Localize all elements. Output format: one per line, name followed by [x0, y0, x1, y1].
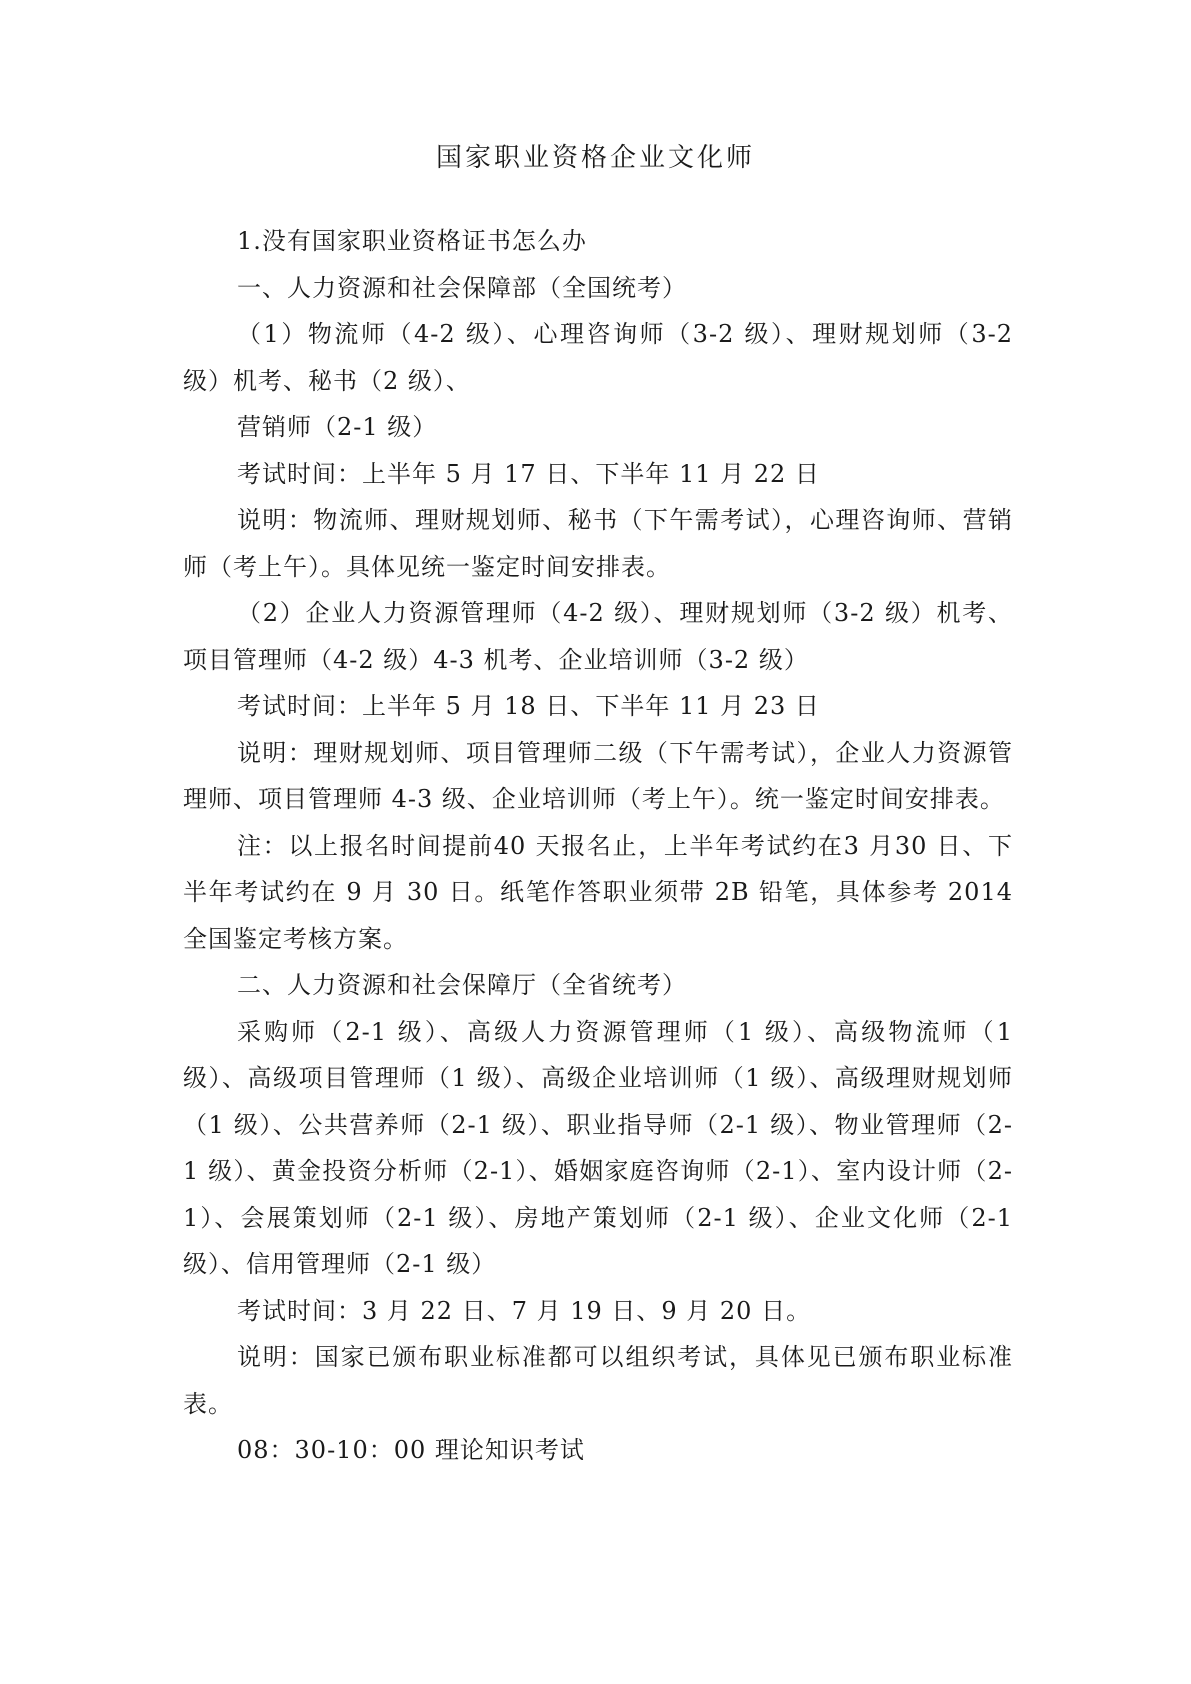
paragraph-item-1-marketing: 营销师（2-1 级） — [237, 413, 438, 441]
paragraph-item-1-list: （1）物流师（4-2 级）、心理咨询师（3-2 级）、理财规划师（3-2 级）机考、秘书（2 级）、 — [183, 320, 1013, 395]
paragraph-provincial-list: 采购师（2-1 级）、高级人力资源管理师（1 级）、高级物流师（1 级）、高级项目管理师（1 级）、高级企业培训师（1 级）、高级理财规划师（1 级）、公共营养师（2-1 级）、职业指导师（2-1 级）、物业管理师（2-1 级）、黄金投资分析师（2-1）、婚姻家庭咨询师（2-1）、室内设计师（2-1）、会展策划师（2-1 级）、房地产策划师（2-1 级）、企业文化师（2-1 级）、信用管理师（2-1 级） — [183, 1017, 1013, 1278]
paragraph-schedule-line: 08：30-10：00 理论知识考试 — [237, 1436, 585, 1464]
paragraph-registration-note: 注：以上报名时间提前40 天报名止，上半年考试约在3 月30 日、下半年考试约在 9 月 30 日。纸笔作答职业须带 2B 铅笔，具体参考 2014 全国鉴定考核方案。 — [183, 831, 1013, 953]
paragraph-item-1-exam-time: 考试时间：上半年 5 月 17 日、下半年 11 月 22 日 — [237, 459, 820, 488]
paragraph-question-heading: 1.没有国家职业资格证书怎么办 — [237, 227, 587, 255]
paragraph-item-2-exam-time: 考试时间：上半年 5 月 18 日、下半年 11 月 23 日 — [237, 692, 820, 720]
paragraph-provincial-exam-time: 考试时间：3 月 22 日、7 月 19 日、9 月 20 日。 — [237, 1296, 812, 1325]
document-body — [183, 218, 1013, 1474]
document-title: 国家职业资格企业文化师 — [435, 143, 755, 173]
paragraph-section-two-heading: 二、人力资源和社会保障厅（全省统考） — [237, 971, 687, 999]
paragraph-item-2-note: 说明：理财规划师、项目管理师二级（下午需考试），企业人力资源管理师、项目管理师 4-3 级、企业培训师（考上午）。统一鉴定时间安排表。 — [183, 738, 1013, 813]
paragraph-section-one-heading: 一、人力资源和社会保障部（全国统考） — [237, 273, 687, 302]
paragraph-provincial-note: 说明：国家已颁布职业标准都可以组织考试，具体见已颁布职业标准表。 — [183, 1343, 1013, 1418]
paragraph-item-1-note: 说明：物流师、理财规划师、秘书（下午需考试），心理咨询师、营销师（考上午）。具体见统一鉴定时间安排表。 — [183, 506, 1013, 581]
paragraph-item-2-list: （2）企业人力资源管理师（4-2 级）、理财规划师（3-2 级）机考、项目管理师（4-2 级）4-3 机考、企业培训师（3-2 级） — [183, 599, 1013, 674]
